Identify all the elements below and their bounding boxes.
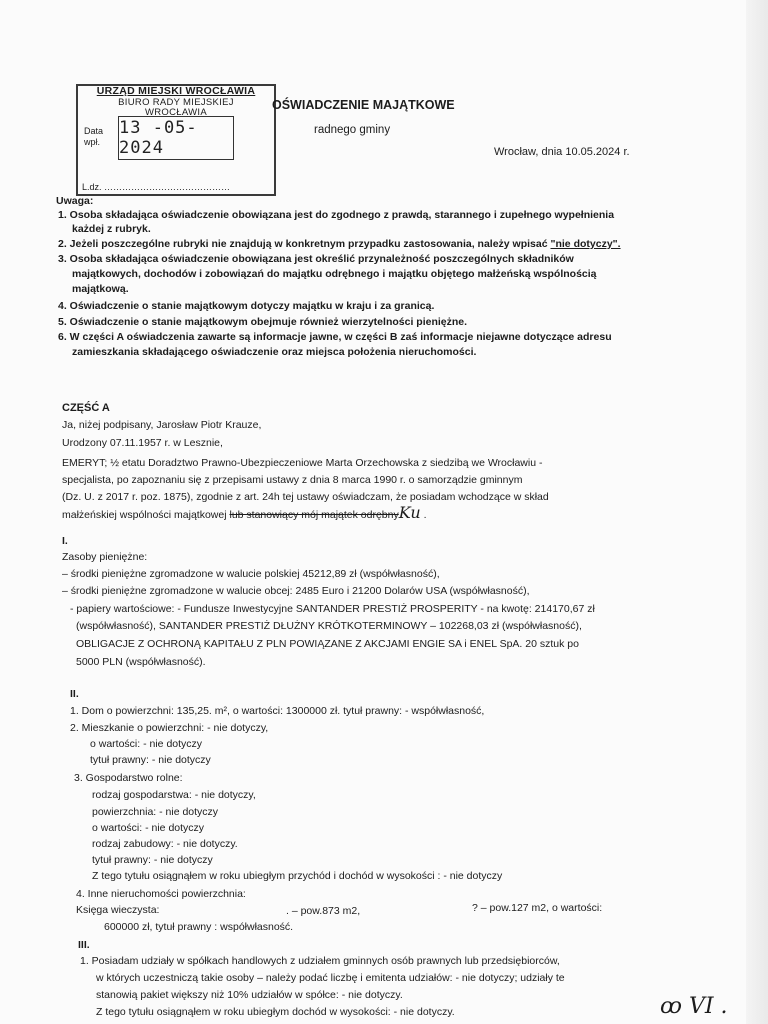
instruction-3: 3. Osoba składająca oświadczenie obowiązana jest określić przynależność poszczególnych składników (58, 253, 574, 265)
signature-fragment: ꝏ VI . (660, 994, 728, 1019)
stamp-date: 13 -05- 2024 (118, 116, 234, 160)
not-applicable-phrase: "nie dotyczy". (550, 238, 621, 250)
employment-line: EMERYT; ½ etatu Doradztwo Prawno-Ubezpieczeniowe Marta Orzechowska z siedzibą we Wrocławiu - (62, 457, 543, 469)
other-property-line: 4. Inne nieruchomości powierzchnia: (76, 888, 246, 900)
house-line: 1. Dom o powierzchni: 135,25. m², o wartości: 1300000 zł. tytuł prawny: - współwłasność, (70, 705, 485, 717)
instruction-3-cont-2: majątkową. (72, 283, 129, 295)
farm-income: Z tego tytułu osiągnąłem w roku ubiegłym przychód i dochód w wysokości : - nie dotyczy (92, 870, 503, 882)
initials: Ku (398, 503, 421, 522)
instruction-1: 1. Osoba składająca oświadczenie obowiązana jest do zgodnego z prawdą, starannego i zupełnego wypełnienia (58, 209, 615, 221)
farm-value: o wartości: - nie dotyczy (92, 822, 205, 834)
securities-line: - papiery wartościowe: - Fundusze Inwestycyjne SANTANDER PRESTIŻ PROSPERITY - na kwotę: 214170,67 zł (70, 603, 595, 615)
apartment-line: 2. Mieszkanie o powierzchni: - nie dotyczy, (70, 722, 269, 734)
instruction-6-cont: zamieszkania składającego oświadczenie oraz miejsca położenia nieruchomości. (72, 346, 477, 358)
cash-assets-label: Zasoby pieniężne: (62, 551, 148, 563)
shares-line-3: stanowią pakiet większy niż 10% udziałów w spółce: - nie dotyczy. (96, 989, 403, 1001)
document-title: OŚWIADCZENIE MAJĄTKOWE (272, 98, 455, 112)
farm-title: tytuł prawny: - nie dotyczy (92, 854, 213, 866)
birth-line: Urodzony 07.11.1957 r. w Lesznie, (62, 437, 223, 449)
pln-funds-line: – środki pieniężne zgromadzone w walucie polskiej 45212,89 zł (współwłasność), (62, 568, 440, 580)
declarant-line: Ja, niżej podpisany, Jarosław Piotr Krauze, (62, 419, 262, 431)
instruction-5: 5. Oświadczenie o stanie majątkowym obejmuje również wierzytelności pieniężne. (58, 316, 468, 328)
registry-stamp (76, 84, 276, 196)
farm-area: powierzchnia: - nie dotyczy (92, 806, 219, 818)
farm-line: 3. Gospodarstwo rolne: (74, 772, 183, 784)
shares-line-2: w których uczestniczą takie osoby – należy podać liczbę i emitenta udziałów: - nie dotyczy; udziały te (96, 972, 565, 984)
other-property-value: 600000 zł, tytuł prawny : współwłasność. (104, 921, 294, 933)
land-register-label: Księga wieczysta: (76, 904, 160, 916)
property-regime-line: małżeńskiej wspólności majątkowej lub stanowiący mój majątek odrębnyKu . (62, 503, 427, 522)
stamp-city: WROCŁAWIA (145, 107, 207, 118)
plot-2-area: ? – pow.127 m2, o wartości: (472, 902, 603, 914)
statute-line: specjalista, po zapoznaniu się z przepisami ustawy z dnia 8 marca 1990 r. o samorządzie gminnym (62, 474, 523, 486)
section-1-heading: I. (62, 535, 68, 547)
securities-line-2: (współwłasność), SANTANDER PRESTIŻ DŁUŻNY KRÓTKOTERMINOWY – 102268,03 zł (współwłasność), (76, 620, 582, 632)
section-2-heading: II. (70, 688, 79, 700)
stamp-ldz: L.dz. …………………………………… (82, 182, 231, 192)
foreign-funds-line: – środki pieniężne zgromadzone w walucie obcej: 2485 Euro i 21200 Dolarów USA (współwłasność), (62, 585, 530, 597)
plot-1-area: . – pow.873 m2, (286, 905, 361, 917)
section-3-heading: III. (78, 939, 90, 951)
instruction-1-cont: każdej z rubryk. (72, 223, 151, 235)
instruction-4: 4. Oświadczenie o stanie majątkowym dotyczy majątku w kraju i za granicą. (58, 300, 435, 312)
stamp-office: URZĄD MIEJSKI WROCŁAWIA (96, 85, 256, 97)
stamp-bureau: BIURO RADY MIEJSKIEJ (118, 97, 234, 108)
farm-buildings: rodzaj zabudowy: - nie dotyczy. (92, 838, 238, 850)
instruction-2: 2. Jeżeli poszczególne rubryki nie znajdują w konkretnym przypadku zastosowania, należy wpisać "nie dotyczy". (58, 238, 621, 250)
part-a-heading: CZĘŚĆ A (62, 402, 110, 414)
shares-line: 1. Posiadam udziały w spółkach handlowych z udziałem gminnych osób prawnych lub przedsiębiorców, (80, 955, 560, 967)
instruction-6: 6. W części A oświadczenia zawarte są informacje jawne, w części B zaś informacje niejawne dotyczące adresu (58, 331, 612, 343)
securities-line-3: OBLIGACJE Z OCHRONĄ KAPITAŁU Z PLN POWIĄZANE Z AKCJAMI ENGIE SA i ENEL SpA. 20 sztuk po (76, 638, 579, 650)
instruction-3-cont-1: majątkowych, dochodów i zobowiązań do majątku odrębnego i majątku objętego małżeńską wspólnością (72, 268, 597, 280)
document-subtitle: radnego gminy (314, 124, 391, 136)
struck-text: lub stanowiący mój majątek odrębny (229, 509, 399, 521)
place-date: Wrocław, dnia 10.05.2024 r. (494, 146, 630, 158)
apartment-title: tytuł prawny: - nie dotyczy (90, 754, 211, 766)
statute-line-2: (Dz. U. z 2017 r. poz. 1875), zgodnie z art. 24h tej ustawy oświadczam, że posiadam wchodzące w skład (62, 491, 549, 503)
instructions-heading: Uwaga: (56, 195, 94, 207)
scan-edge (746, 0, 768, 1024)
stamp-date-label: Data wpł. (84, 126, 104, 147)
farm-type: rodzaj gospodarstwa: - nie dotyczy, (92, 789, 256, 801)
securities-line-4: 5000 PLN (współwłasność). (76, 656, 206, 668)
shares-income-line: Z tego tytułu osiągnąłem w roku ubiegłym dochód w wysokości: - nie dotyczy. (96, 1006, 455, 1018)
apartment-value: o wartości: - nie dotyczy (90, 738, 203, 750)
